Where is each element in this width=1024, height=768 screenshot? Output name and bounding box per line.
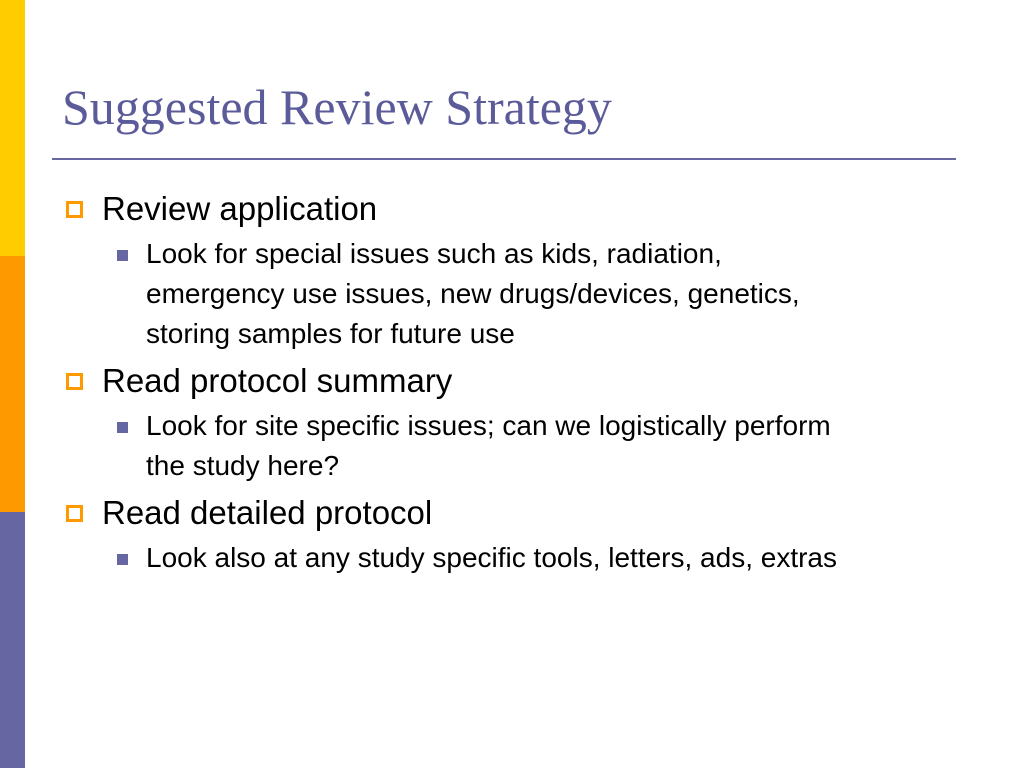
side-bar-orange [0,256,25,512]
sub-bullet-text: Look for special issues such as kids, radiation, emergency use issues, new drugs/devices, genetics, storing samples for future use [146,238,800,349]
side-bar-yellow [0,0,25,256]
bullet-item [62,358,962,404]
bullet-item [62,490,962,536]
side-bar-purple [0,512,25,768]
bullet-text: Read detailed protocol [102,494,433,531]
slide-title: Suggested Review Strategy [62,79,612,135]
sub-bullet-text: Look for site specific issues; can we logistically perform the study here? [146,410,831,481]
filled-square-icon [117,250,128,261]
hollow-square-icon [66,373,83,390]
hollow-square-icon [66,505,83,522]
filled-square-icon [117,422,128,433]
sub-bullet-text: Look also at any study specific tools, letters, ads, extras [146,542,838,573]
hollow-square-icon [66,201,83,218]
filled-square-icon [117,554,128,565]
bullet-text: Read protocol summary [102,362,453,399]
bullet-list [62,186,962,582]
title-underline [52,158,956,160]
sub-bullet-item [62,234,862,354]
bullet-item [62,186,962,232]
sub-bullet-item [62,538,862,578]
bullet-text: Review application [102,190,378,227]
sub-bullet-item [62,406,862,486]
